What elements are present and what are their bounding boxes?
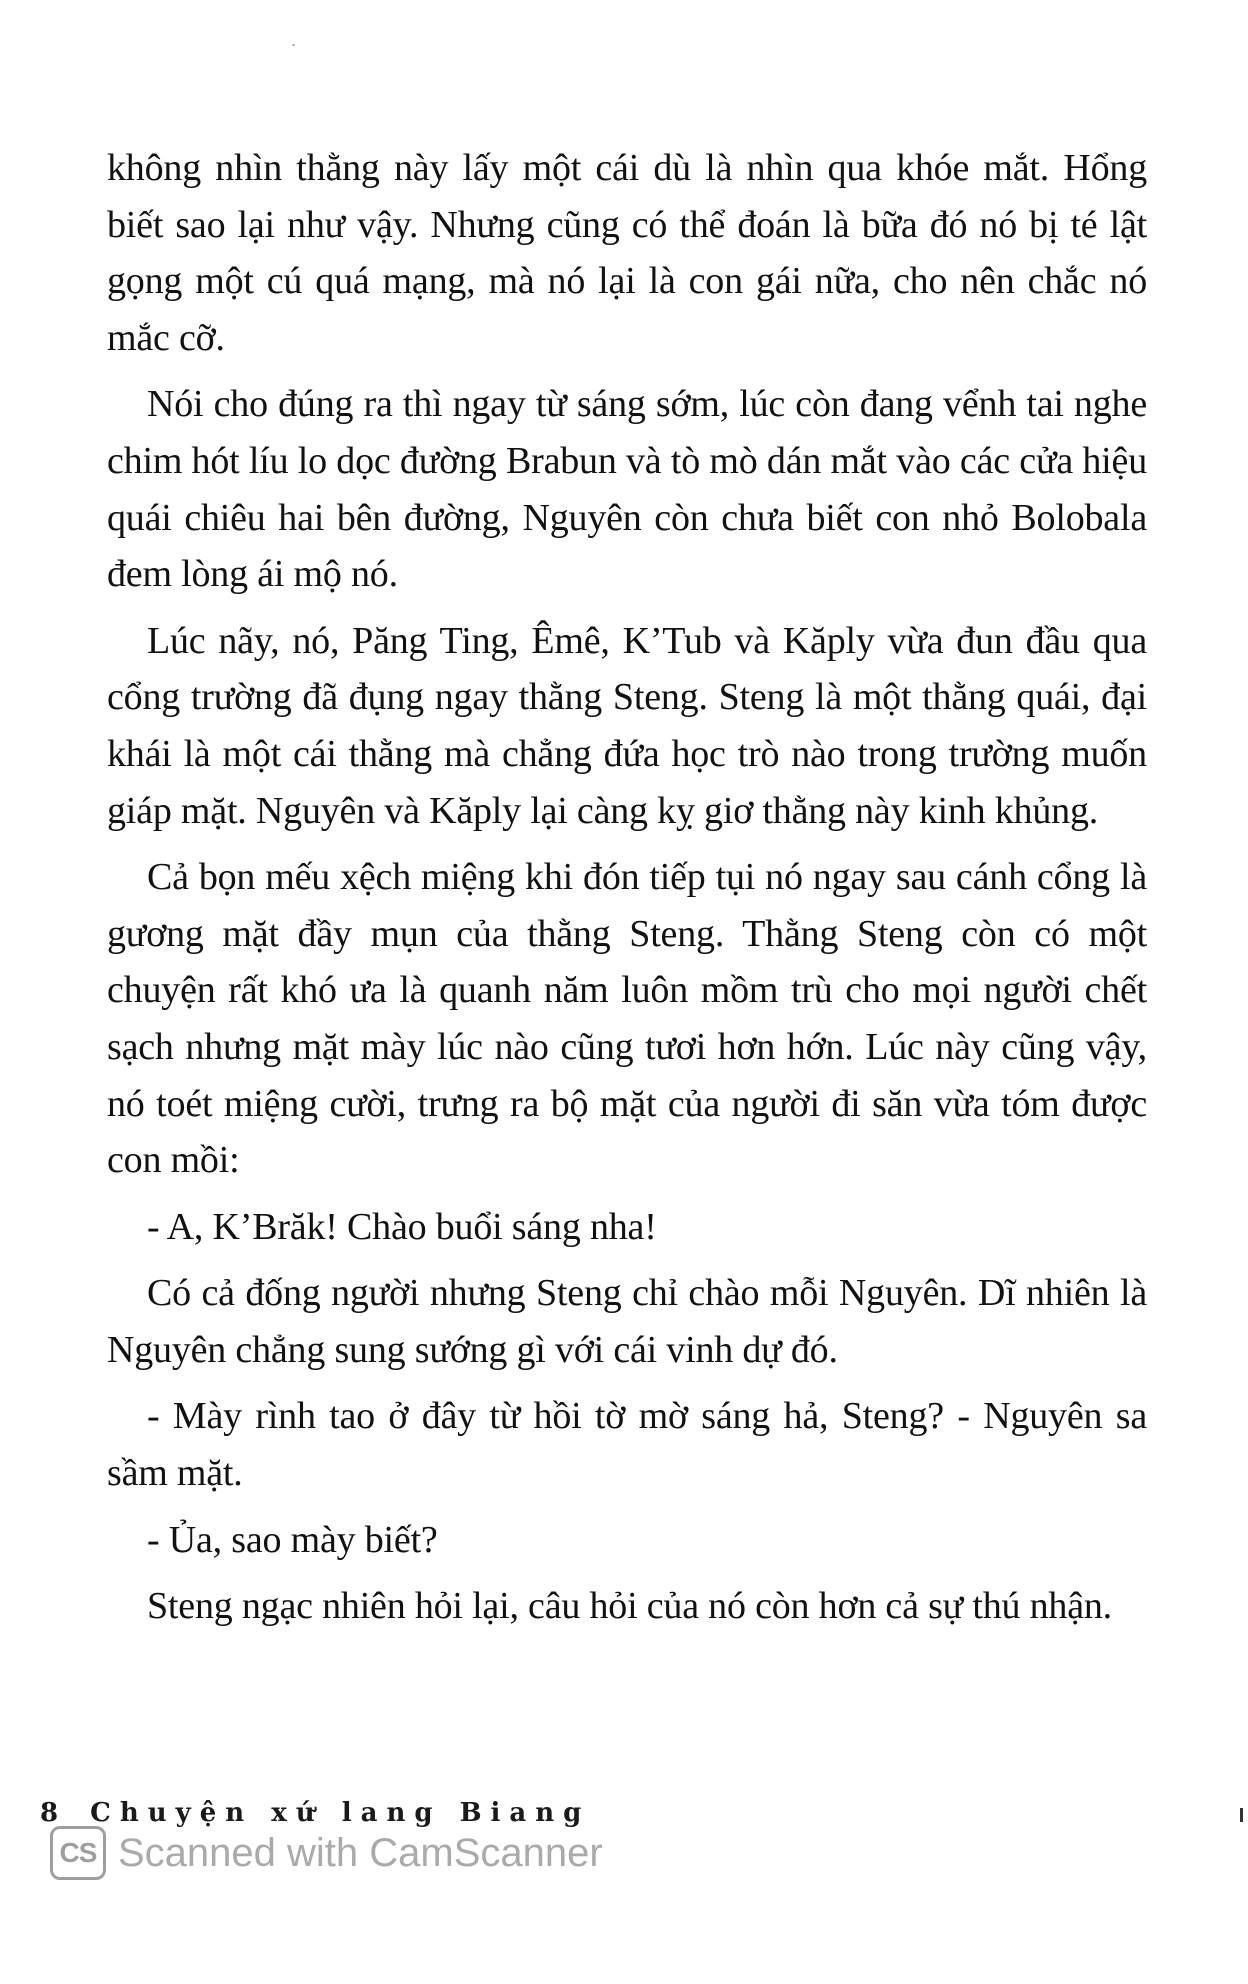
paragraph: Có cả đống người nhưng Steng chỉ chào mỗi Nguyên. Dĩ nhiên là Nguyên chẳng sung sướng gì với cái vinh dự đó. xyxy=(107,1272,1147,1371)
book-title: Chuyện xứ lang Biang xyxy=(90,1798,591,1828)
camscanner-logo-icon: CS xyxy=(50,1826,106,1880)
paragraph: Steng ngạc nhiên hỏi lại, câu hỏi của nó còn hơn cả sự thú nhận. xyxy=(147,1585,1112,1628)
page-number: 8 xyxy=(40,1798,59,1828)
paragraph: Lúc nãy, nó, Păng Ting, Êmê, K’Tub và Kăply vừa đun đầu qua cổng trường đã đụng ngay thằng Steng. Steng là một thằng quái, đại khái là một cái thằng mà chẳng đứa học trò nào trong trường muốn giáp mặt. Nguyên và Kăply lại càng kỵ giơ thằng này kinh khủng. xyxy=(107,619,1147,832)
dialogue-line: - Ủa, sao mày biết? xyxy=(147,1518,438,1561)
watermark-text: Scanned with CamScanner xyxy=(118,1830,603,1875)
paragraph: Cả bọn mếu xệch miệng khi đón tiếp tụi nó ngay sau cánh cổng là gương mặt đầy mụn của thằng Steng. Thằng Steng còn có một chuyện rất khó ưa là quanh năm luôn mồm trù cho mọi người chết sạch nhưng mặt mày lúc nào cũng tươi hơn hớn. Lúc này cũng vậy, nó toét miệng cười, trưng ra bộ mặt của người đi săn vừa tóm được con mồi: xyxy=(107,856,1147,1182)
camscanner-watermark xyxy=(50,1826,603,1880)
dialogue-line: - Mày rình tao ở đây từ hồi tờ mờ sáng hả, Steng? - Nguyên sa sầm mặt. xyxy=(107,1395,1147,1495)
page-footer xyxy=(40,1798,590,1828)
body-text xyxy=(107,140,1147,1645)
scan-edge-mark xyxy=(1240,1808,1243,1822)
dialogue-line: - A, K’Brăk! Chào buổi sáng nha! xyxy=(147,1205,657,1248)
scan-speck xyxy=(292,44,295,46)
paragraph: không nhìn thằng này lấy một cái dù là nhìn qua khóe mắt. Hổng biết sao lại như vậy. Nhưng cũng có thể đoán là bữa đó nó bị té lật gọng một cú quá mạng, mà nó lại là con gái nữa, cho nên chắc nó mắc cỡ. xyxy=(107,147,1147,359)
paragraph: Nói cho đúng ra thì ngay từ sáng sớm, lúc còn đang vểnh tai nghe chim hót líu lo dọc đường Brabun và tò mò dán mắt vào các cửa hiệu quái chiêu hai bên đường, Nguyên còn chưa biết con nhỏ Bolobala đem lòng ái mộ nó. xyxy=(107,383,1147,596)
